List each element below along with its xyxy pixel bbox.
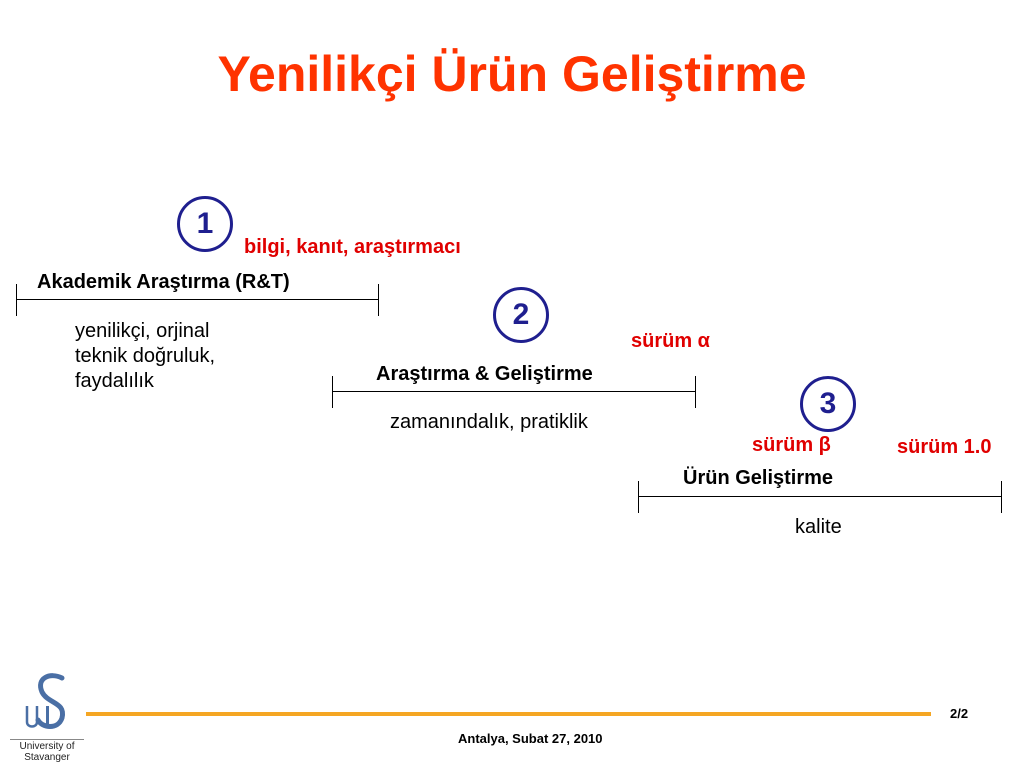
stage-1-number-circle <box>177 196 233 252</box>
stage-3-end-tick <box>1001 481 1002 513</box>
stage-3-start-tick <box>638 481 639 513</box>
page-number: 2/2 <box>950 706 969 721</box>
stage-2-end-tick <box>695 376 696 408</box>
stage-3-annotation-beta: sürüm β <box>752 434 831 456</box>
event-info: Antalya, Subat 27, 2010 <box>458 731 603 746</box>
stage-1-end-tick <box>378 284 379 316</box>
stage-1-description-line: faydalılık <box>75 370 154 392</box>
stage-1-timeline-line <box>16 299 378 300</box>
stage-2-description: zamanındalık, pratiklik <box>390 411 588 433</box>
university-logo-mark <box>10 672 90 732</box>
stage-1-start-tick <box>16 284 17 316</box>
stage-2-timeline-line <box>332 391 695 392</box>
stage-2-number-circle <box>493 287 549 343</box>
footer-divider <box>86 712 931 716</box>
stage-2-annotation: sürüm α <box>631 330 710 352</box>
stage-3-annotation-release: sürüm 1.0 <box>897 436 992 458</box>
logo-text-line: Stavanger <box>24 752 70 763</box>
stage-3-number: 3 <box>819 387 837 420</box>
stage-1-description-line: teknik doğruluk, <box>75 345 216 367</box>
logo-text-line: University of <box>19 741 75 752</box>
stage-1-annotation: bilgi, kanıt, araştırmacı <box>244 236 461 258</box>
stage-2-number: 2 <box>512 298 530 331</box>
university-logo <box>10 672 90 764</box>
stage-3-number-circle <box>800 376 856 432</box>
stage-1-description <box>75 319 215 394</box>
slide-title: Yenilikçi Ürün Geliştirme <box>217 46 807 102</box>
stage-3-description: kalite <box>795 516 842 538</box>
stage-2-start-tick <box>332 376 333 408</box>
stage-3-timeline-line <box>638 496 1001 497</box>
stage-2-title: Araştırma & Geliştirme <box>376 363 593 385</box>
stage-1-number: 1 <box>196 207 214 240</box>
stage-1-title: Akademik Araştırma (R&T) <box>37 271 290 293</box>
stage-3-title: Ürün Geliştirme <box>683 467 834 489</box>
stage-1-description-line: yenilikçi, orjinal <box>75 320 210 342</box>
